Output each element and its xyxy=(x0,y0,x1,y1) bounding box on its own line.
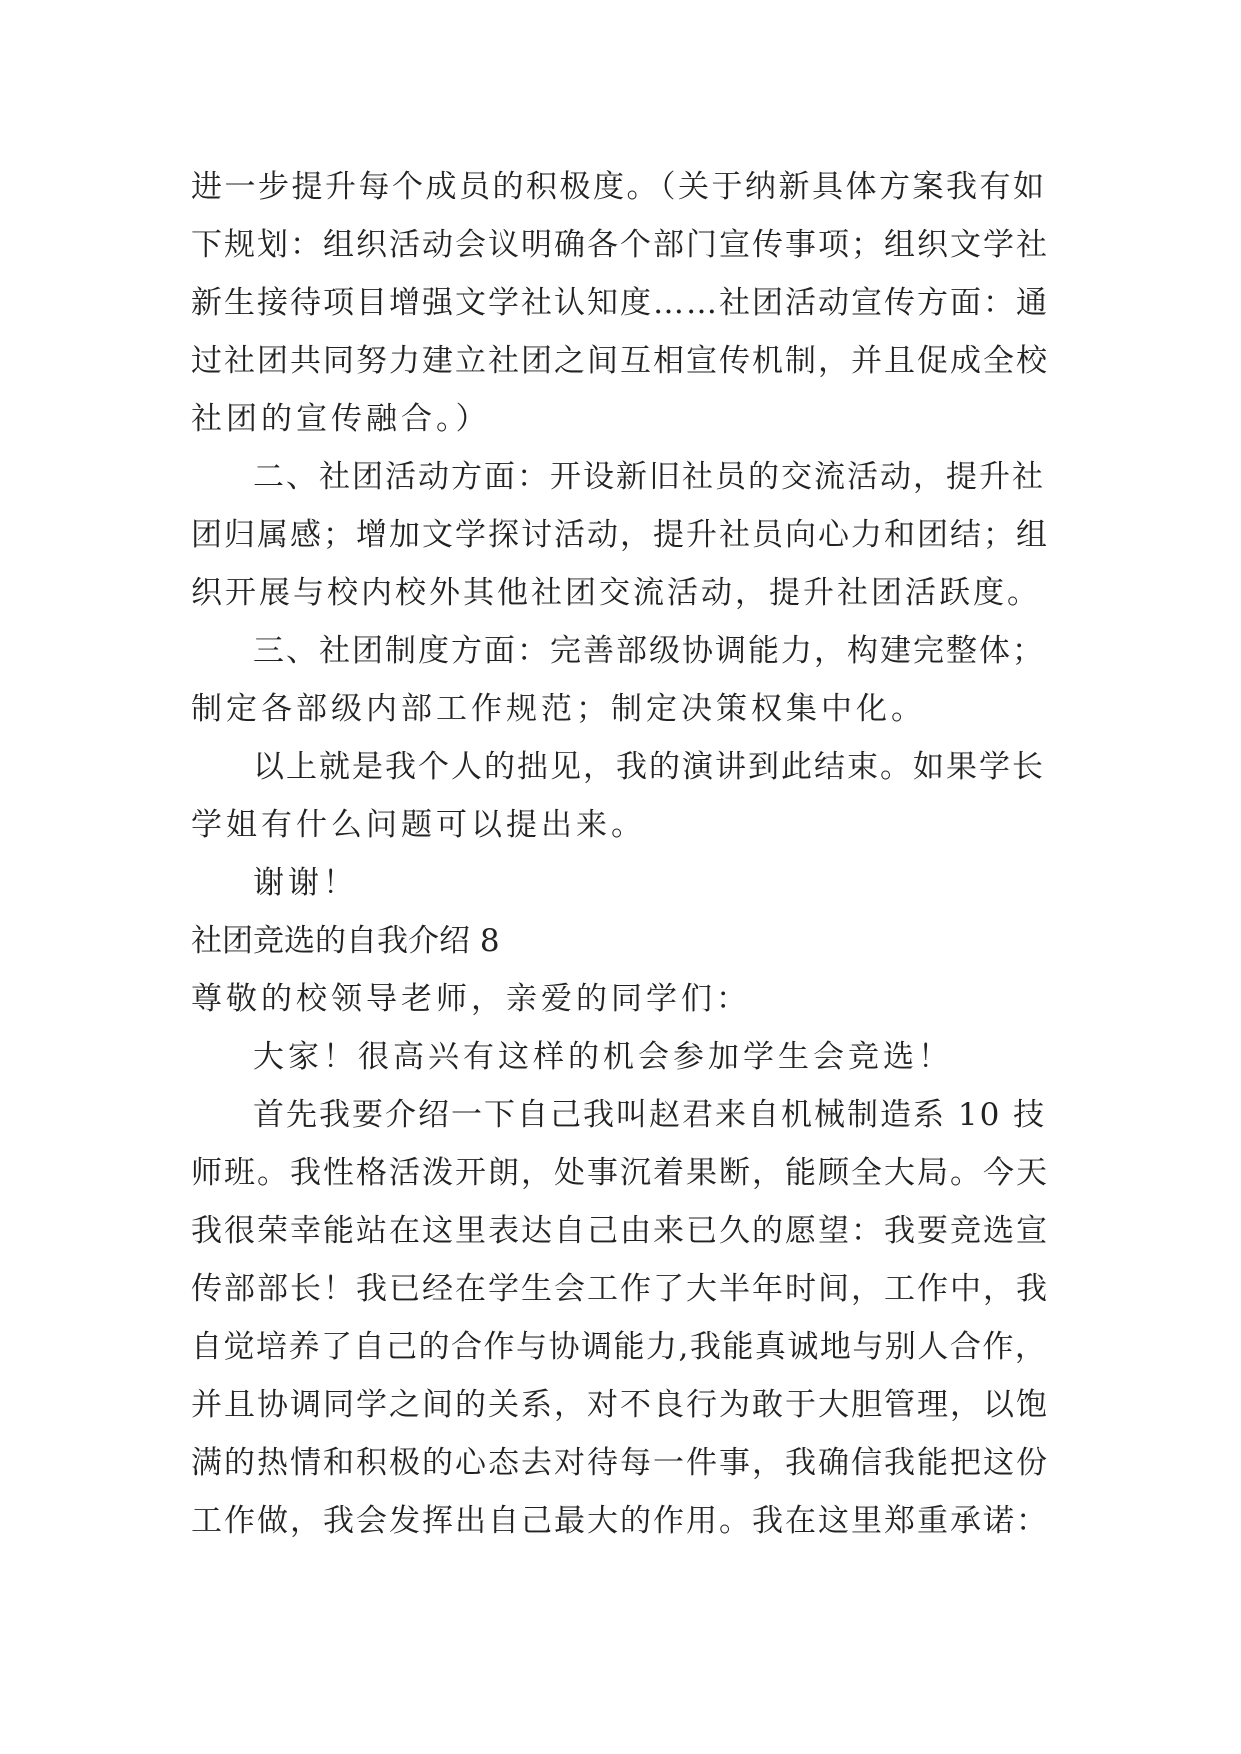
section-heading: 社团竞选的自我介绍 8 xyxy=(191,923,500,959)
text-line: 学姐有什么问题可以提出来。 xyxy=(191,807,646,843)
text-line: 我很荣幸能站在这里表达自己由来已久的愿望：我要竞选宣 xyxy=(191,1213,1049,1249)
text-line: 制定各部级内部工作规范；制定决策权集中化。 xyxy=(191,691,926,727)
paragraph-start-line: 首先我要介绍一下自己我叫赵君来自机械制造系 10 技 xyxy=(253,1097,1047,1133)
text-line: 下规划：组织活动会议明确各个部门宣传事项；组织文学社 xyxy=(191,227,1049,263)
text-line: 新生接待项目增强文学社认知度……社团活动宣传方面：通 xyxy=(191,285,1049,321)
text-line: 工作做，我会发挥出自己最大的作用。我在这里郑重承诺： xyxy=(191,1503,1049,1539)
text-line: 团归属感；增加文学探讨活动，提升社员向心力和团结；组 xyxy=(191,517,1049,553)
text-line: 自觉培养了自己的合作与协调能力,我能真诚地与别人合作， xyxy=(191,1329,1048,1365)
text-line: 传部部长！我已经在学生会工作了大半年时间，工作中，我 xyxy=(191,1271,1049,1307)
paragraph-start-line: 以上就是我个人的拙见，我的演讲到此结束。如果学长 xyxy=(253,749,1045,785)
closing-line: 谢谢！ xyxy=(253,865,358,901)
paragraph-start-line: 二、社团活动方面：开设新旧社员的交流活动，提升社 xyxy=(253,459,1045,495)
text-line: 织开展与校内校外其他社团交流活动，提升社团活跃度。 xyxy=(191,575,1041,611)
text-line: 过社团共同努力建立社团之间互相宣传机制，并且促成全校 xyxy=(191,343,1049,379)
text-line: 进一步提升每个成员的积极度。（关于纳新具体方案我有如 xyxy=(191,169,1047,205)
document-body xyxy=(191,158,1051,1550)
text-line: 满的热情和积极的心态去对待每一件事，我确信我能把这份 xyxy=(191,1445,1049,1481)
text-line: 社团的宣传融合。） xyxy=(191,401,491,437)
paragraph-start-line: 大家！很高兴有这样的机会参加学生会竞选！ xyxy=(253,1039,953,1075)
text-line: 师班。我性格活泼开朗，处事沉着果断，能顾全大局。今天 xyxy=(191,1155,1049,1191)
text-line: 并且协调同学之间的关系，对不良行为敢于大胆管理，以饱 xyxy=(191,1387,1049,1423)
paragraph-start-line: 三、社团制度方面：完善部级协调能力，构建完整体； xyxy=(253,633,1045,669)
salutation-line: 尊敬的校领导老师，亲爱的同学们： xyxy=(191,981,751,1017)
